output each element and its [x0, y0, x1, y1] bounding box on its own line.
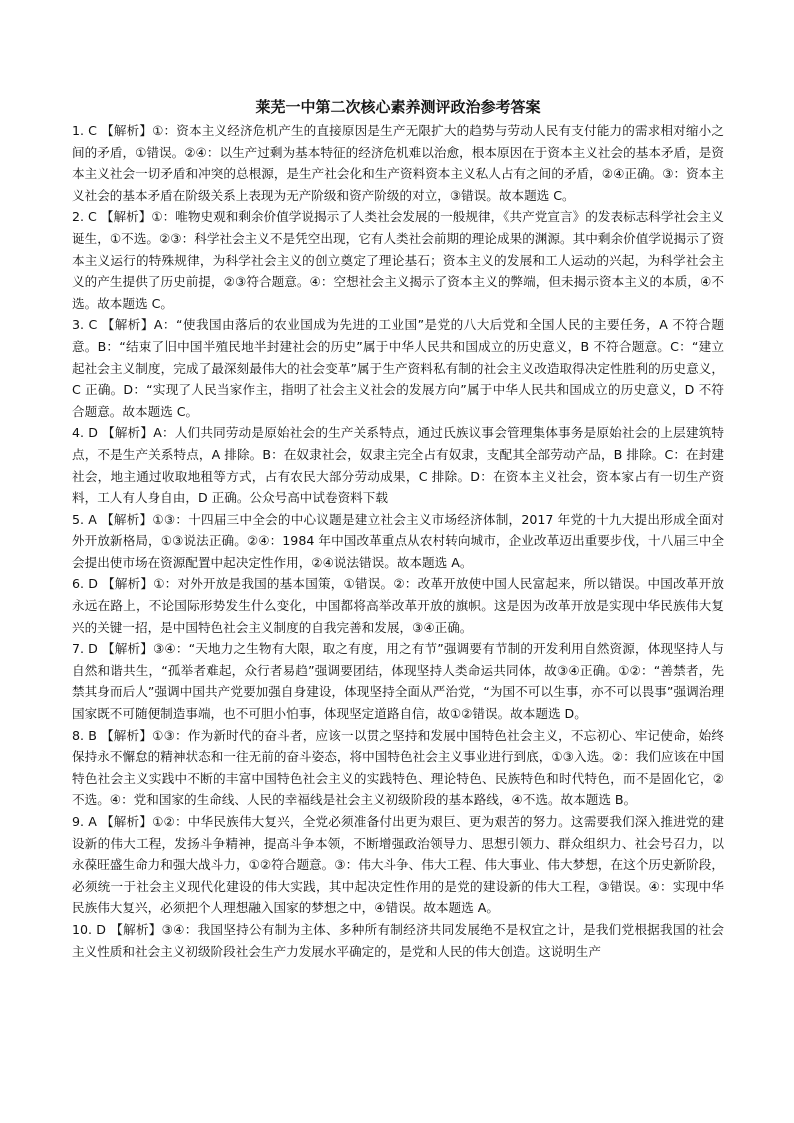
answer-number: 6. D	[72, 576, 103, 592]
answer-text: 【解析】①③：十四届三中全会的中心议题是建立社会主义市场经济体制，2017 年党的十九大提出形成全面对外开放新格局，①③说法正确。②④：1984 年中国改革重点从农村转向城市，企业改革迈出重要步伐，十八届三中全会提出使市场在资源配置中起决定性作用，②④说法错误。故本题选 A。	[72, 511, 725, 570]
answer-item-1	[72, 120, 724, 206]
answer-item-7	[72, 638, 724, 724]
answer-item-6	[72, 573, 724, 638]
answer-text: 【解析】①：唯物史观和剩余价值学说揭示了人类社会发展的一般规律，《共产党宣言》的发表标志科学社会主义诞生，①不选。②③：科学社会主义不是凭空出现，它有人类社会前期的理论成果的渊源。其中剩余价值学说揭示了资本主义运行的特殊规律，为科学社会主义的创立奠定了理论基石；资本主义的发展和工人运动的兴起，为科学社会主义的产生提供了历史前提，②③符合题意。④：空想社会主义揭示了资本主义的弊端，但未揭示资本主义的本质，④不选。故本题选 C。	[72, 209, 724, 311]
answer-item-3	[72, 314, 724, 422]
answer-item-10	[72, 919, 724, 962]
answer-number: 5. A	[72, 511, 102, 527]
answer-number: 2. C	[72, 209, 101, 225]
answer-text: 【解析】①：对外开放是我国的基本国策，①错误。②：改革开放使中国人民富起来，所以错误。中国改革开放永远在路上，不论国际形势发生什么变化，中国都将高举改革开放的旗帜。这是因为改革开放是实现中华民族伟大复兴的关键一招，是中国特色社会主义制度的自我完善和发展，③④正确。	[72, 576, 724, 635]
answer-number: 8. B	[72, 727, 102, 743]
answer-item-2	[72, 206, 724, 314]
page-title: 莱芜一中第二次核心素养测评政治参考答案	[255, 98, 541, 116]
answer-number: 3. C	[72, 317, 102, 333]
answer-item-5	[72, 509, 724, 574]
answer-item-9	[72, 811, 724, 919]
answer-text: 【解析】A：人们共同劳动是原始社会的生产关系特点，通过氏族议事会管理集体事务是原始社会的上层建筑特点，不是生产关系特点，A 排除。B：在奴隶社会，奴隶主完全占有奴隶，支配其全部劳动产品，B 排除。C：在封建社会，地主通过收取地租等方式，占有农民大部分劳动成果，C 排除。D：在资本主义社会，资本家占有一切生产资料，工人有人身自由，D 正确。公众号高中试卷资料下载	[72, 425, 724, 506]
answer-text: 【解析】③④：我国坚持公有制为主体、多种所有制经济共同发展绝不是权宜之计，是我们党根据我国的社会主义性质和社会主义初级阶段社会生产力发展水平确定的，是党和人民的伟大创造。这说明生产	[72, 921, 724, 959]
answer-number: 10. D	[72, 921, 111, 937]
answer-text: 【解析】③④：“天地力之生物有大限，取之有度，用之有节”强调要有节制的开发利用自然资源，体现坚持人与自然和谐共生，“孤举者难起，众行者易趋”强调要团结，体现坚持人类命运共同体，故③④正确。①②：“善禁者，先禁其身而后人”强调中国共产党要加强自身建设，体现坚持全面从严治党，“为国不可以生事，亦不可以畏事”强调治理国家既不可随便制造事端，也不可胆小怕事，体现坚定道路自信，故①②错误。故本题选 D。	[72, 641, 724, 722]
answer-text: 【解析】①：资本主义经济危机产生的直接原因是生产无限扩大的趋势与劳动人民有支付能力的需求相对缩小之间的矛盾，①错误。②④：以生产过剩为基本特征的经济危机难以治愈，根本原因在于资本主义社会的基本矛盾，是资本主义社会一切矛盾和冲突的总根源，是生产社会化和生产资料资本主义私人占有之间的矛盾，②④正确。③：资本主义社会的基本矛盾在阶级关系上表现为无产阶级和资产阶级的对立，③错误。故本题选 C。	[72, 123, 724, 203]
answer-item-4	[72, 422, 724, 508]
answer-item-8	[72, 725, 724, 811]
answer-text: 【解析】①②：中华民族伟大复兴，全党必须准备付出更为艰巨、更为艰苦的努力。这需要我们深入推进党的建设新的伟大工程，发扬斗争精神，提高斗争本领，不断增强政治领导力、思想引领力、群众组织力、社会号召力，以永葆旺盛生命力和强大战斗力，①②符合题意。③：伟大斗争、伟大工程、伟大事业、伟大梦想，在这个历史新阶段，必须统一于社会主义现代化建设的伟大实践，其中起决定性作用的是党的建设新的伟大工程，③错误。④：实现中华民族伟大复兴，必须把个人理想融入国家的梦想之中，④错误。故本题选 A。	[72, 814, 724, 916]
answer-text: 【解析】A：“使我国由落后的农业国成为先进的工业国”是党的八大后党和全国人民的主要任务，A 不符合题意。B：“结束了旧中国半殖民地半封建社会的历史”属于中华人民共和国成立的历史意义，B 不符合题意。C：“建立起社会主义制度，完成了最深刻最伟大的社会变革”属于生产资料私有制的社会主义改造取得决定性胜利的历史意义，C 正确。D：“实现了人民当家作主，指明了社会主义社会的发展方向”属于中华人民共和国成立的历史意义，D 不符合题意。故本题选 C。	[72, 317, 724, 419]
answer-sheet	[72, 96, 724, 962]
answer-number: 4. D	[72, 425, 103, 441]
answer-number: 9. A	[72, 814, 101, 829]
answer-text: 【解析】①③：作为新时代的奋斗者，应该一以贯之坚持和发展中国特色社会主义，不忘初心、牢记使命，始终保持永不懈怠的精神状态和一往无前的奋斗姿态，将中国特色社会主义事业进行到底，①③入选。②：我们应该在中国特色社会主义实践中不断的丰富中国特色社会主义的实践特色、理论特色、民族特色和时代特色，而不是固化它，②不选。④：党和国家的生命线、人民的幸福线是社会主义初级阶段的基本路线，④不选。故本题选 B。	[72, 727, 724, 808]
answer-number: 1. C	[72, 123, 102, 138]
answer-number: 7. D	[72, 641, 103, 657]
